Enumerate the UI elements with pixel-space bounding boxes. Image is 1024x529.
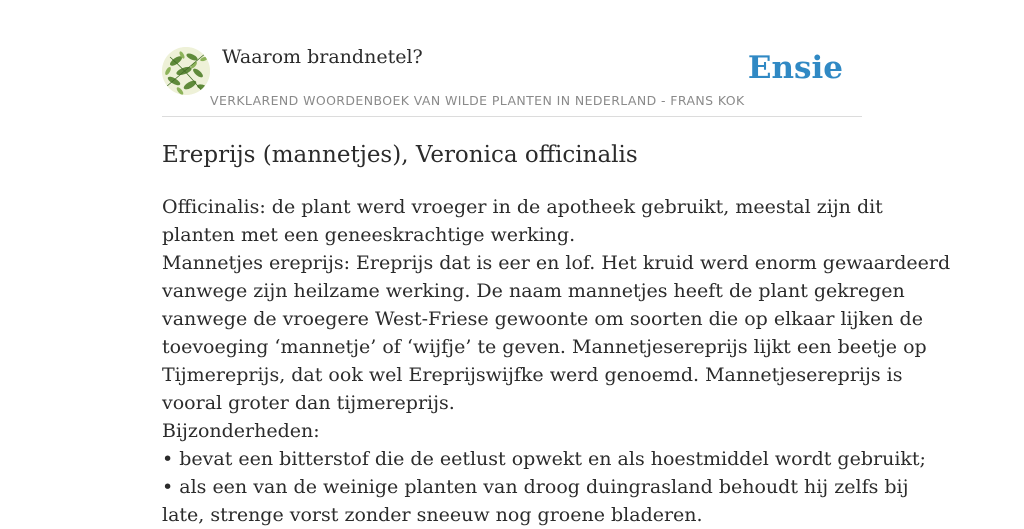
article-line: • als een van de weinige planten van droog duingrasland behoudt hij zelfs bij	[162, 476, 909, 498]
article-line: Bijzonderheden:	[162, 420, 320, 442]
article-line: late, strenge vorst zonder sneeuw nog groene bladeren.	[162, 504, 703, 526]
article-line: • bevat een bitterstof die de eetlust opwekt en als hoestmiddel wordt gebruikt;	[162, 448, 926, 470]
article-line: planten met een geneeskrachtige werking.	[162, 224, 576, 246]
article-line: toevoeging ‘mannetje’ of ‘wijfje’ te geven. Mannetjesereprijs lijkt een beetje op	[162, 336, 927, 358]
plant-leaves-icon[interactable]	[162, 47, 210, 95]
article	[162, 138, 951, 529]
article-line: Officinalis: de plant werd vroeger in de apotheek gebruikt, meestal zijn dit	[162, 196, 883, 218]
dictionary-subtitle[interactable]: VERKLAREND WOORDENBOEK VAN WILDE PLANTEN IN NEDERLAND - FRANS KOK	[210, 93, 745, 108]
article-line: vanwege zijn heilzame werking. De naam mannetjes heeft de plant gekregen	[162, 280, 905, 302]
article-line: Mannetjes ereprijs: Ereprijs dat is eer en lof. Het kruid werd enorm gewaardeerd	[162, 252, 951, 274]
brand-logo[interactable]: Ensie	[747, 50, 843, 86]
site-header	[162, 44, 862, 117]
article-line: Tijmereprijs, dat ook wel Ereprijswijfke werd genoemd. Mannetjesereprijs is	[162, 364, 903, 386]
article-title: Ereprijs (mannetjes), Veronica officinalis	[162, 142, 638, 168]
site-title[interactable]: Waarom brandnetel?	[222, 46, 423, 68]
article-line: vooral groter dan tijmereprijs.	[162, 392, 455, 414]
article-body	[162, 193, 951, 529]
article-line: vanwege de vroegere West-Friese gewoonte om soorten die op elkaar lijken de	[162, 308, 923, 330]
